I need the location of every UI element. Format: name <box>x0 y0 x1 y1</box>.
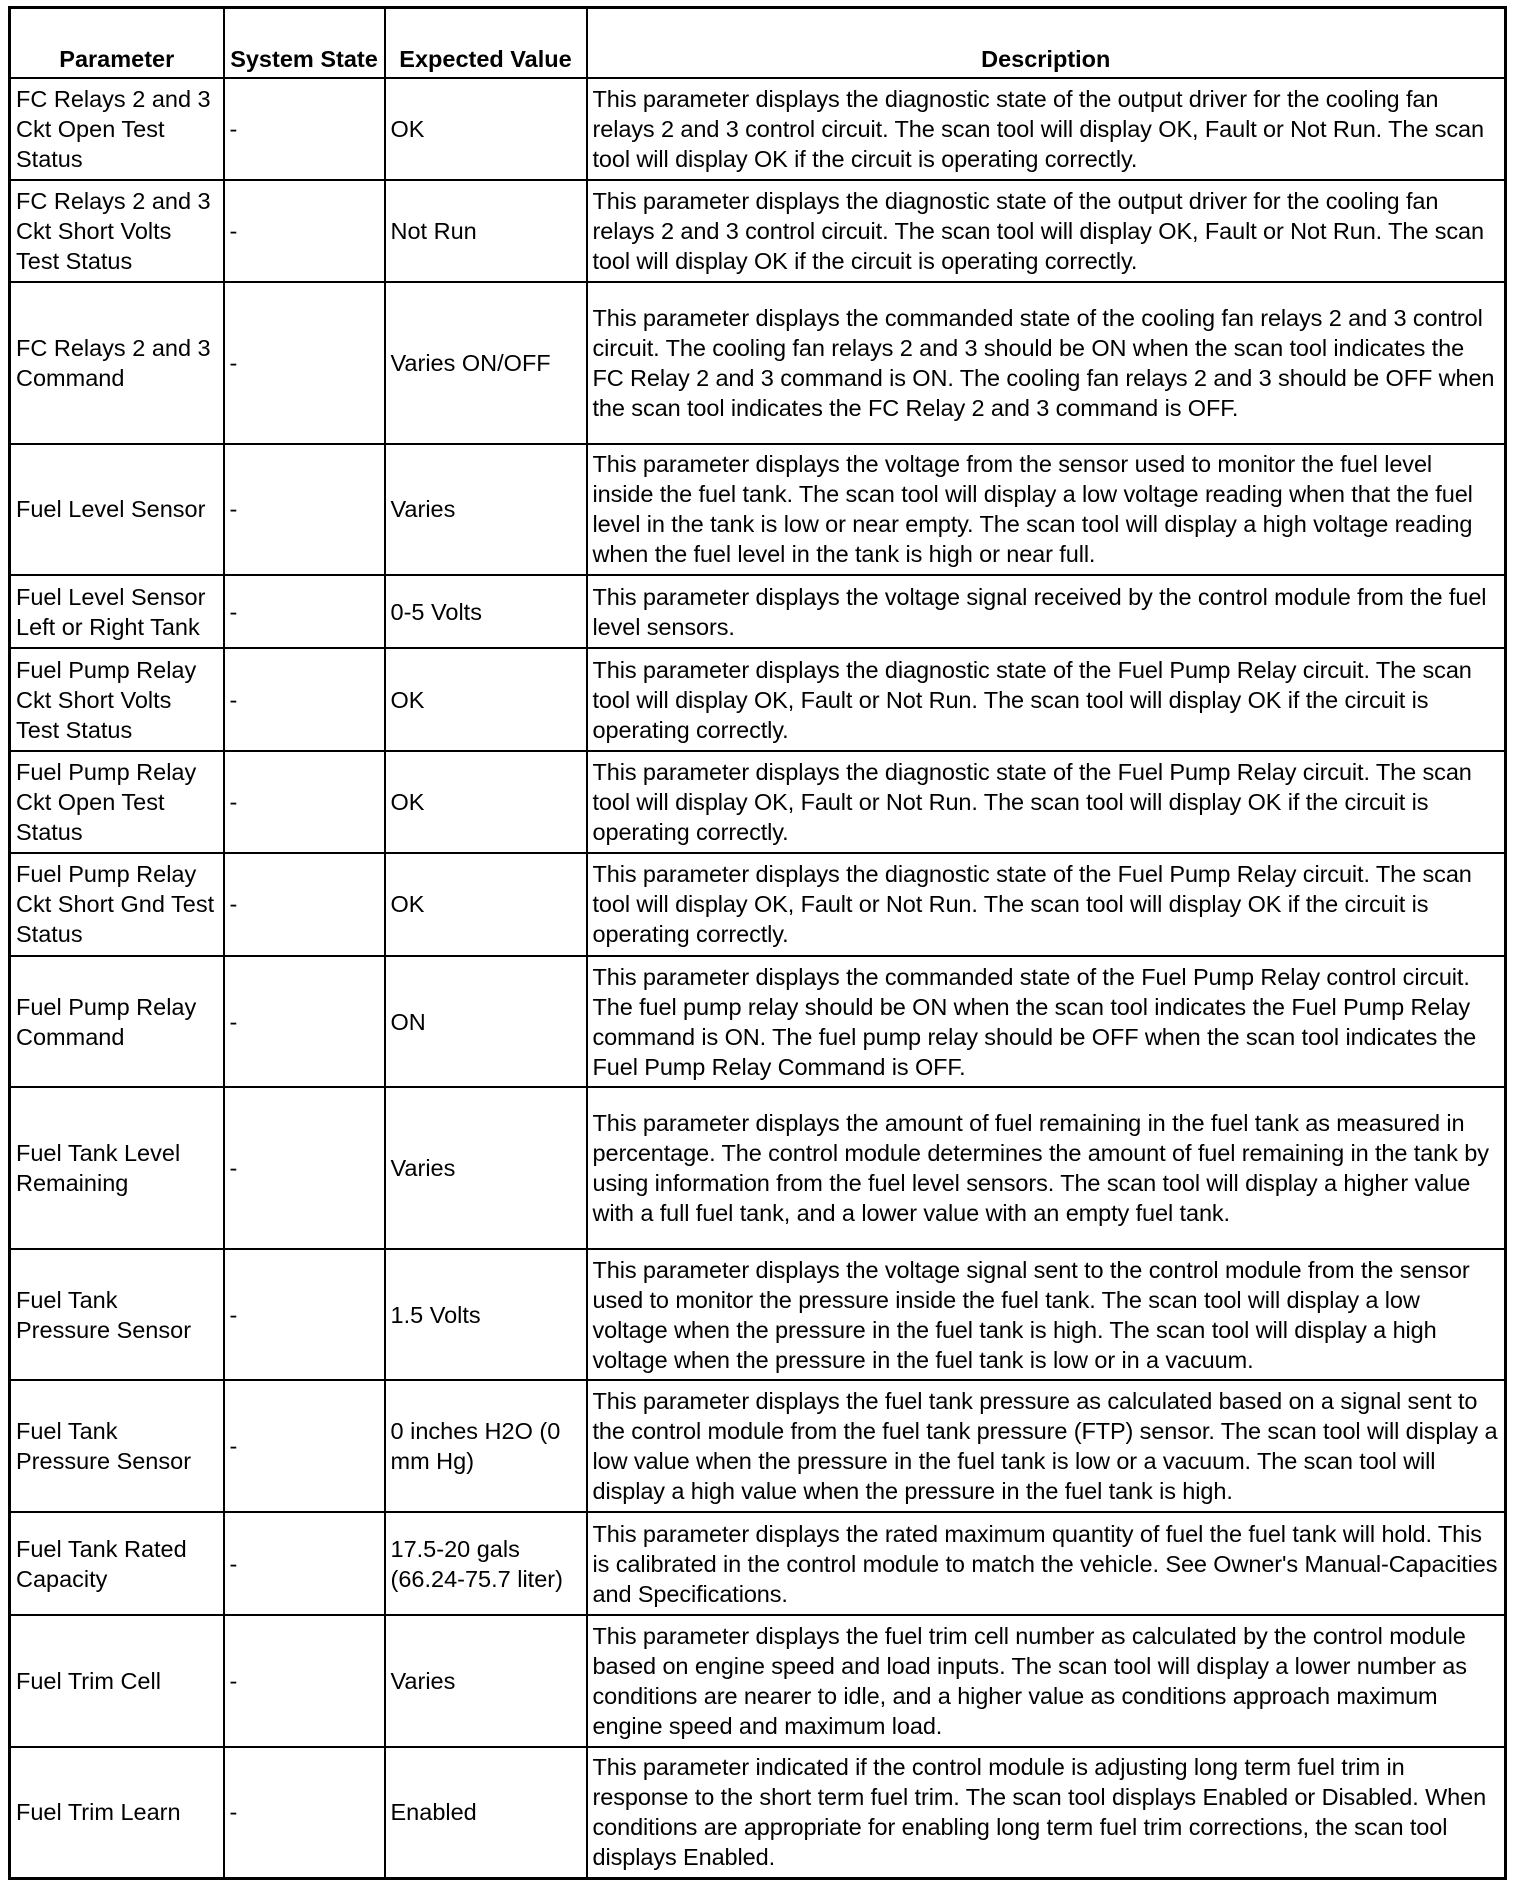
parameter-cell: FC Relays 2 and 3 Ckt Short Volts Test Status <box>10 180 224 282</box>
expected-value-cell: OK <box>385 751 587 853</box>
table-row <box>10 180 1506 282</box>
expected-value-cell: 0-5 Volts <box>385 575 587 648</box>
parameter-cell: Fuel Tank Level Remaining <box>10 1087 224 1248</box>
expected-value-cell: Varies <box>385 1615 587 1747</box>
table-row <box>10 1249 1506 1381</box>
parameter-cell: Fuel Pump Relay Command <box>10 956 224 1088</box>
parameter-cell: FC Relays 2 and 3 Command <box>10 282 224 443</box>
description-cell: This parameter displays the commanded state of the cooling fan relays 2 and 3 control circuit. The cooling fan relays 2 and 3 should be ON when the scan tool indicates the FC Relay 2 and 3 command is ON. The cooling fan relays 2 and 3 should be OFF when the scan tool indicates the FC Relay 2 and 3 command is OFF. <box>587 282 1506 443</box>
expected-value-cell: 17.5-20 gals (66.24-75.7 liter) <box>385 1512 587 1614</box>
expected-value-cell: ON <box>385 956 587 1088</box>
parameter-cell: FC Relays 2 and 3 Ckt Open Test Status <box>10 78 224 180</box>
description-cell: This parameter displays the voltage from the sensor used to monitor the fuel level inside the fuel tank. The scan tool will display a low voltage reading when that the fuel level in the tank is low or near empty. The scan tool will display a high voltage reading when the fuel level in the tank is high or near full. <box>587 444 1506 576</box>
system-state-cell: - <box>224 1249 385 1381</box>
table-row <box>10 444 1506 576</box>
expected-value-cell: OK <box>385 648 587 750</box>
system-state-cell: - <box>224 1747 385 1879</box>
description-cell: This parameter displays the rated maximum quantity of fuel the fuel tank will hold. This is calibrated in the control module to match the vehicle. See Owner's Manual-Capacities and Specifications. <box>587 1512 1506 1614</box>
system-state-cell: - <box>224 1615 385 1747</box>
system-state-cell: - <box>224 78 385 180</box>
expected-value-cell: Varies ON/OFF <box>385 282 587 443</box>
description-cell: This parameter displays the diagnostic state of the Fuel Pump Relay circuit. The scan tool will display OK, Fault or Not Run. The scan tool will display OK if the circuit is operating correctly. <box>587 648 1506 750</box>
parameter-cell: Fuel Level Sensor <box>10 444 224 576</box>
table-row <box>10 282 1506 443</box>
expected-value-cell: Varies <box>385 444 587 576</box>
table-body <box>10 78 1506 1879</box>
description-cell: This parameter displays the commanded state of the Fuel Pump Relay control circuit. The fuel pump relay should be ON when the scan tool indicates the Fuel Pump Relay command is ON. The fuel pump relay should be OFF when the scan tool indicates the Fuel Pump Relay Command is OFF. <box>587 956 1506 1088</box>
expected-value-cell: Varies <box>385 1087 587 1248</box>
expected-value-cell: OK <box>385 853 587 955</box>
parameter-cell: Fuel Trim Learn <box>10 1747 224 1879</box>
table-row <box>10 1087 1506 1248</box>
table-row <box>10 575 1506 648</box>
table-row <box>10 1512 1506 1614</box>
system-state-cell: - <box>224 180 385 282</box>
parameter-cell: Fuel Trim Cell <box>10 1615 224 1747</box>
description-cell: This parameter displays the fuel tank pressure as calculated based on a signal sent to the control module from the fuel tank pressure (FTP) sensor. The scan tool will display a low value when the pressure in the fuel tank is low or a vacuum. The scan tool will display a high value when the pressure in the fuel tank is high. <box>587 1380 1506 1512</box>
description-cell: This parameter displays the voltage signal sent to the control module from the sensor used to monitor the pressure inside the fuel tank. The scan tool will display a low voltage when the pressure in the fuel tank is high. The scan tool will display a high voltage when the pressure in the fuel tank is low or in a vacuum. <box>587 1249 1506 1381</box>
expected-value-cell: Not Run <box>385 180 587 282</box>
table-row <box>10 648 1506 750</box>
parameter-cell: Fuel Level Sensor Left or Right Tank <box>10 575 224 648</box>
header-expected-value: Expected Value <box>385 8 587 78</box>
parameter-cell: Fuel Tank Rated Capacity <box>10 1512 224 1614</box>
system-state-cell: - <box>224 648 385 750</box>
table-row <box>10 751 1506 853</box>
expected-value-cell: Enabled <box>385 1747 587 1879</box>
header-system-state: System State <box>224 8 385 78</box>
description-cell: This parameter displays the voltage signal received by the control module from the fuel level sensors. <box>587 575 1506 648</box>
description-cell: This parameter displays the diagnostic state of the Fuel Pump Relay circuit. The scan tool will display OK, Fault or Not Run. The scan tool will display OK if the circuit is operating correctly. <box>587 751 1506 853</box>
parameter-cell: Fuel Tank Pressure Sensor <box>10 1380 224 1512</box>
system-state-cell: - <box>224 575 385 648</box>
header-description: Description <box>587 8 1506 78</box>
parameter-table-page <box>8 6 1504 1880</box>
table-row <box>10 1615 1506 1747</box>
system-state-cell: - <box>224 1380 385 1512</box>
parameter-table <box>8 6 1507 1880</box>
table-row <box>10 853 1506 955</box>
system-state-cell: - <box>224 444 385 576</box>
table-row <box>10 1380 1506 1512</box>
description-cell: This parameter displays the diagnostic state of the Fuel Pump Relay circuit. The scan tool will display OK, Fault or Not Run. The scan tool will display OK if the circuit is operating correctly. <box>587 853 1506 955</box>
parameter-cell: Fuel Tank Pressure Sensor <box>10 1249 224 1381</box>
description-cell: This parameter displays the diagnostic state of the output driver for the cooling fan relays 2 and 3 control circuit. The scan tool will display OK, Fault or Not Run. The scan tool will display OK if the circuit is operating correctly. <box>587 180 1506 282</box>
parameter-cell: Fuel Pump Relay Ckt Open Test Status <box>10 751 224 853</box>
system-state-cell: - <box>224 956 385 1088</box>
description-cell: This parameter indicated if the control module is adjusting long term fuel trim in response to the short term fuel trim. The scan tool displays Enabled or Disabled. When conditions are appropriate for enabling long term fuel trim corrections, the scan tool displays Enabled. <box>587 1747 1506 1879</box>
table-header-row <box>10 8 1506 78</box>
system-state-cell: - <box>224 1087 385 1248</box>
header-parameter: Parameter <box>10 8 224 78</box>
system-state-cell: - <box>224 853 385 955</box>
table-row <box>10 1747 1506 1879</box>
parameter-cell: Fuel Pump Relay Ckt Short Gnd Test Status <box>10 853 224 955</box>
expected-value-cell: 1.5 Volts <box>385 1249 587 1381</box>
description-cell: This parameter displays the amount of fuel remaining in the fuel tank as measured in percentage. The control module determines the amount of fuel remaining in the tank by using information from the fuel level sensors. The scan tool will display a higher value with a full fuel tank, and a lower value with an empty fuel tank. <box>587 1087 1506 1248</box>
description-cell: This parameter displays the fuel trim cell number as calculated by the control module based on engine speed and load inputs. The scan tool will display a lower number as conditions are nearer to idle, and a higher value as conditions approach maximum engine speed and maximum load. <box>587 1615 1506 1747</box>
system-state-cell: - <box>224 282 385 443</box>
description-cell: This parameter displays the diagnostic state of the output driver for the cooling fan relays 2 and 3 control circuit. The scan tool will display OK, Fault or Not Run. The scan tool will display OK if the circuit is operating correctly. <box>587 78 1506 180</box>
table-row <box>10 78 1506 180</box>
table-row <box>10 956 1506 1088</box>
system-state-cell: - <box>224 751 385 853</box>
expected-value-cell: OK <box>385 78 587 180</box>
parameter-cell: Fuel Pump Relay Ckt Short Volts Test Status <box>10 648 224 750</box>
system-state-cell: - <box>224 1512 385 1614</box>
expected-value-cell: 0 inches H2O (0 mm Hg) <box>385 1380 587 1512</box>
